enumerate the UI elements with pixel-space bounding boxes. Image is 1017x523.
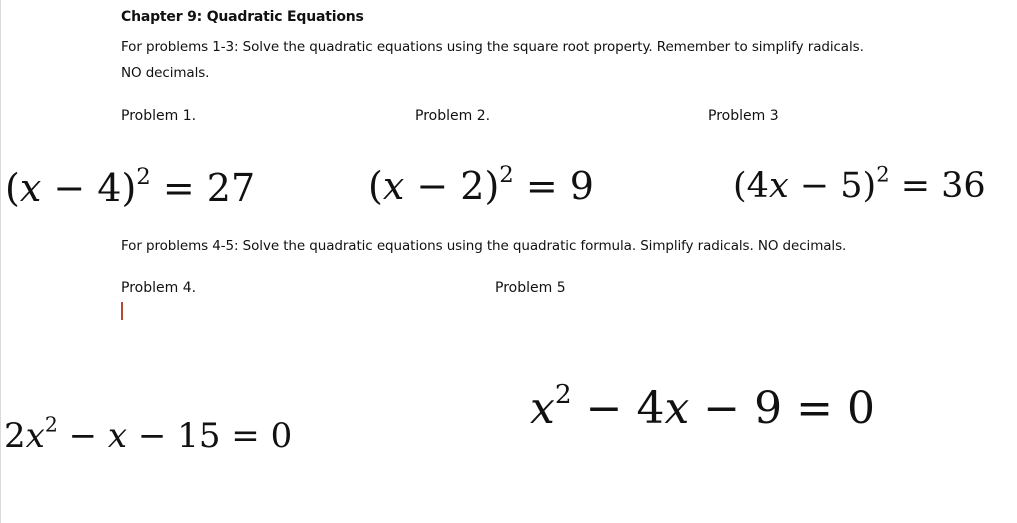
problem-4-label: Problem 4.	[121, 280, 197, 296]
chapter-title: Chapter 9: Quadratic Equations	[121, 9, 364, 25]
page-left-border	[0, 0, 1, 523]
instructions-problems-4-5: For problems 4-5: Solve the quadratic equations using the quadratic formula. Simplify radicals. NO decimals.	[121, 238, 847, 254]
instructions-problems-1-3: For problems 1-3: Solve the quadratic equations using the square root property. Remember to simplify radicals. NO decimals.	[121, 39, 864, 81]
problem-3-equation: $(4x - 5)^2 = 36$	[733, 162, 986, 206]
problem-5-label: Problem 5	[495, 280, 566, 296]
problem-1-label: Problem 1.	[121, 108, 197, 124]
problem-2-label: Problem 2.	[415, 108, 491, 124]
problem-4-equation: $2x^2 - x - 15 = 0$	[4, 412, 293, 456]
text-cursor	[121, 302, 123, 320]
problem-3-label: Problem 3	[708, 108, 779, 124]
problem-5-equation: $x^2 - 4x - 9 = 0$	[530, 379, 875, 434]
problem-2-equation: $(x - 2)^2 = 9$	[368, 161, 594, 208]
problem-1-equation: $(x - 4)^2 = 27$	[5, 163, 256, 210]
